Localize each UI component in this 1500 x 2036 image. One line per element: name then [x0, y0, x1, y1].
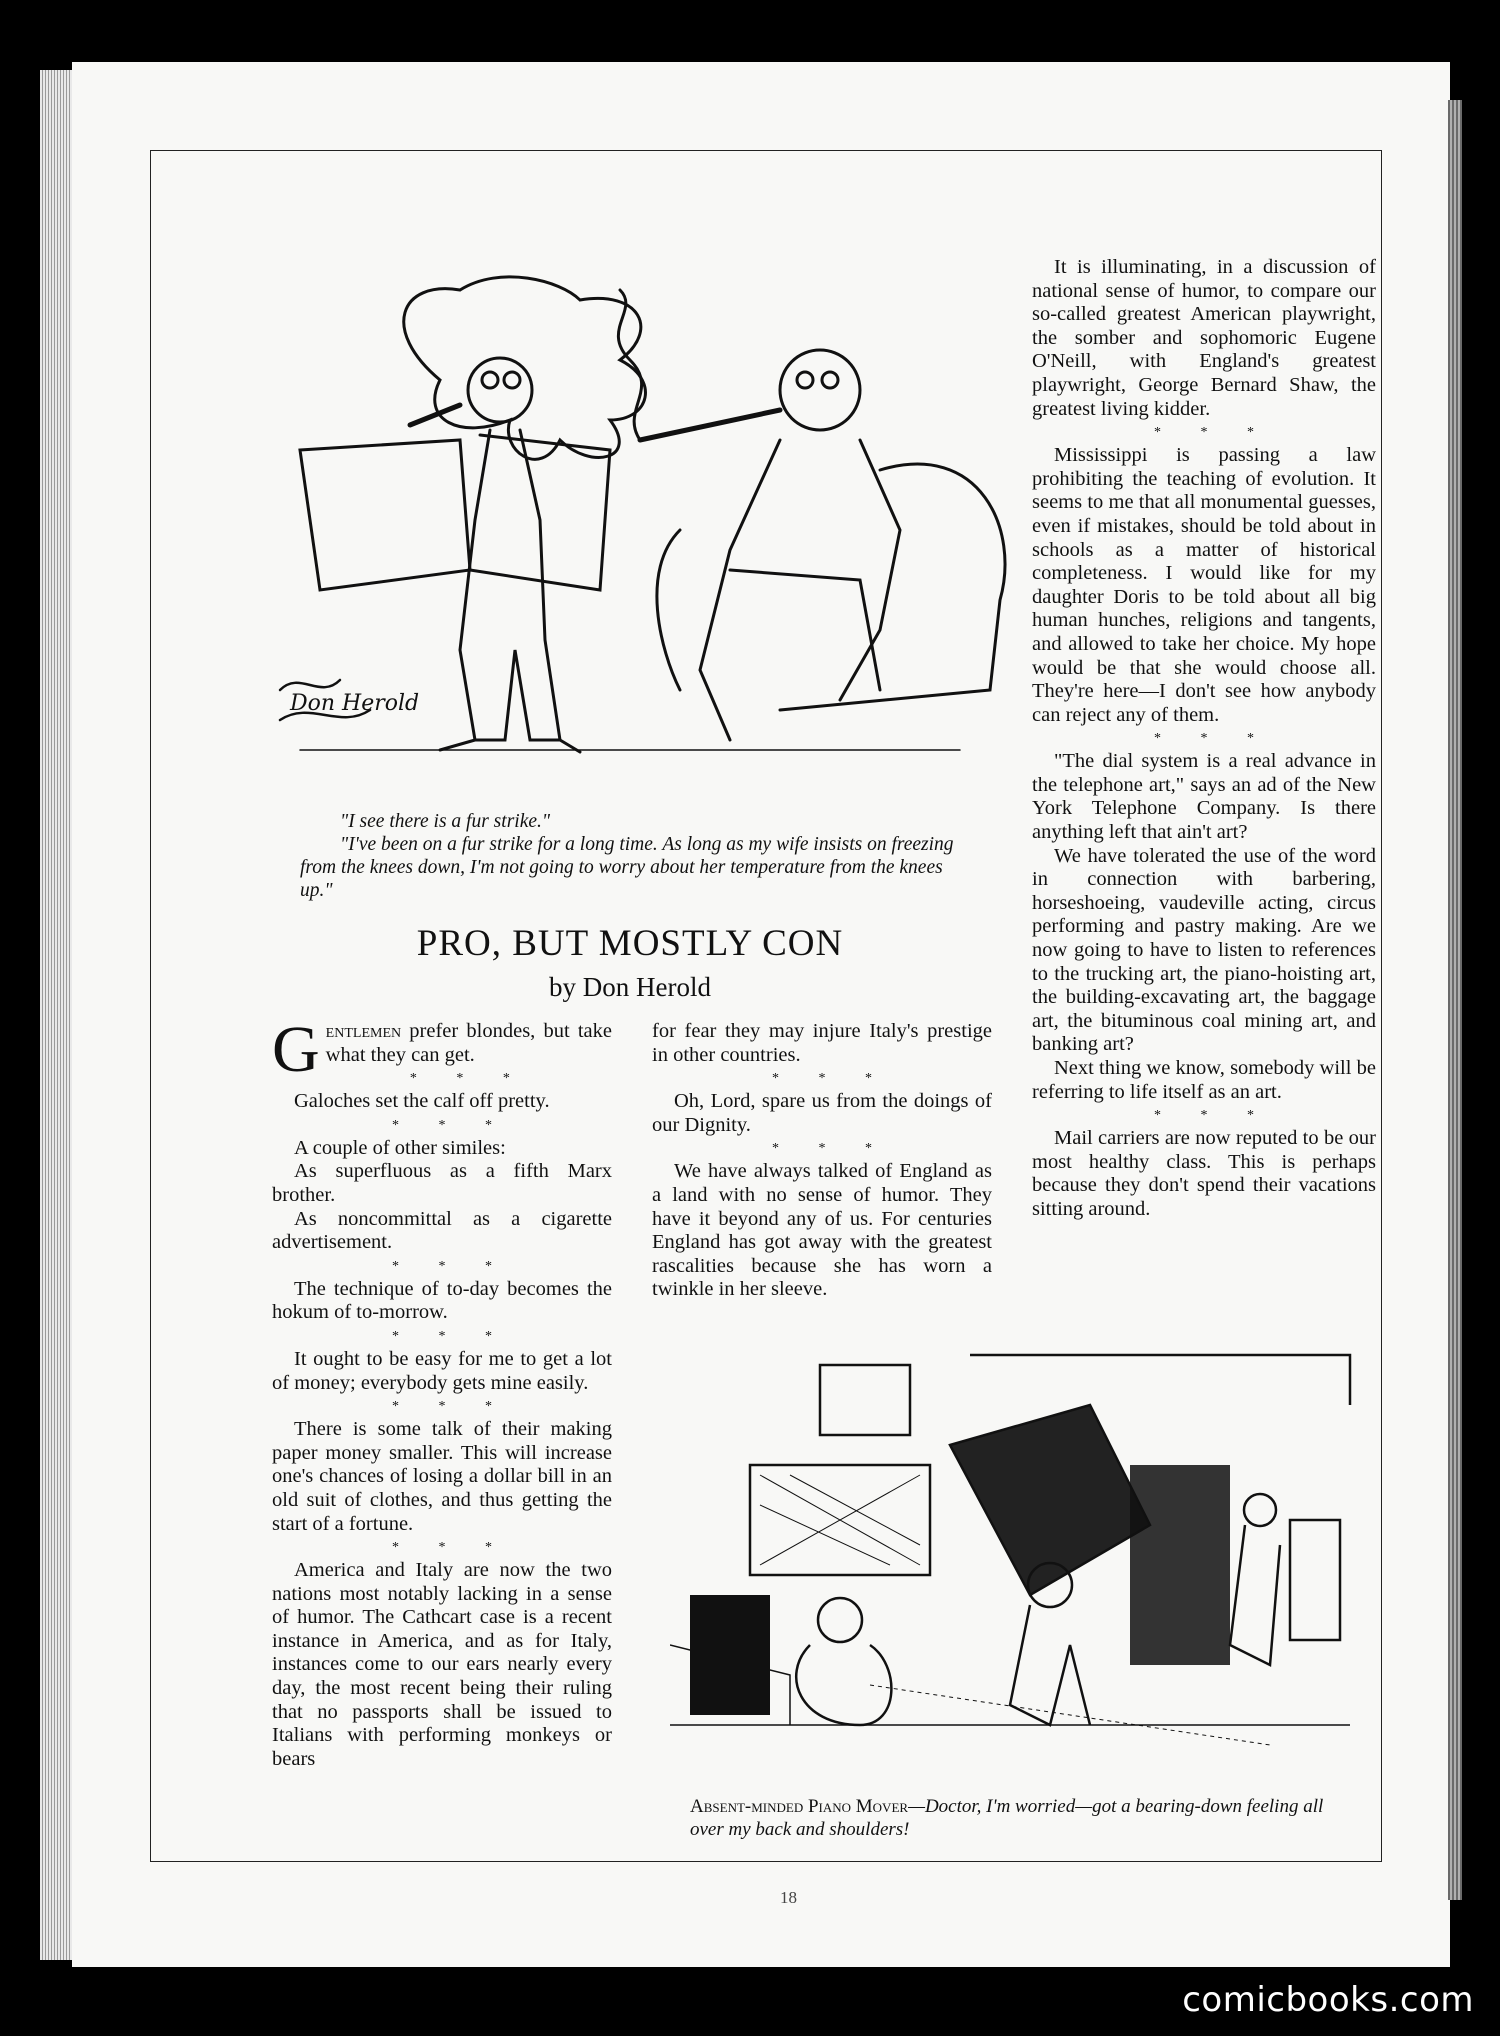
opening-text: prefer blondes, but take what they can get. — [325, 1020, 612, 1066]
separator-stars: * * * — [392, 1399, 510, 1415]
paragraph: for fear they may injure Italy's prestige in other countries. — [652, 1020, 992, 1066]
cartoon-piano-mover — [670, 1345, 1370, 1775]
paragraph: Mail carriers are now reputed to be our most healthy class. This is perhaps because they don't spend their vacations sitting around. — [1032, 1127, 1376, 1220]
paragraph: Oh, Lord, spare us from the doings of our Dignity. — [652, 1090, 992, 1136]
separator-stars: * * * — [392, 1117, 510, 1133]
paragraph: Next thing we know, somebody will be referring to life itself as an art. — [1032, 1057, 1376, 1103]
cartoon1-caption — [300, 810, 960, 902]
separator-stars: * * * — [392, 1328, 510, 1344]
paragraph: As noncommittal as a cigarette advertisement. — [272, 1207, 612, 1254]
separator-stars: * * * — [409, 1071, 528, 1087]
caption-line-1: "I see there is a fur strike." — [340, 811, 551, 832]
article-byline: by Don Herold — [549, 972, 711, 1002]
separator-stars: * * * — [1154, 731, 1272, 747]
paragraph: As superfluous as a fifth Marx brother. — [272, 1160, 612, 1206]
article-column-3 — [1032, 256, 1376, 1222]
caption-smallcaps: Absent-minded Piano Mover — [690, 1796, 909, 1817]
opening-paragraph — [272, 1013, 612, 1086]
separator-stars: * * * — [772, 1071, 890, 1087]
paragraph: We have tolerated the use of the word in connection with barbering, horseshoeing, vaudeville acting, circus performing and pastry making. Are we now going to have to listen to references to the trucking art, the piano-hoisting art, the building-excavating art, the baggage art, the bituminous coal mining art, and banking art? — [1032, 844, 1376, 1056]
page-number: 18 — [780, 1888, 797, 1907]
opening-smallcaps: entlemen — [325, 1020, 402, 1042]
caption-line-2: "I've been on a fur strike for a long time. As long as my wife insists on freezing from the knees down, I'm not going to worry about her temperature from the knees up." — [300, 834, 954, 901]
article-title: PRO, BUT MOSTLY CON — [416, 923, 844, 964]
paragraph: "The dial system is a real advance in the telephone art," says an ad of the New York Telephone Company. Is there anything left that ain't art? — [1032, 750, 1376, 844]
book-page-edges — [40, 70, 74, 1960]
article-column-1 — [272, 1013, 612, 1771]
separator-stars: * * * — [772, 1141, 890, 1157]
paragraph: It ought to be easy for me to get a lot of money; everybody gets mine easily. — [272, 1347, 612, 1394]
article-column-2 — [652, 1020, 992, 1302]
separator-stars: * * * — [392, 1258, 510, 1274]
separator-stars: * * * — [392, 1540, 510, 1556]
paragraph: The technique of to-day becomes the hokum of to-morrow. — [272, 1277, 612, 1324]
paragraph: A couple of other similes: — [294, 1136, 506, 1159]
paragraph: There is some talk of their making paper money smaller. This will increase one's chances of losing a dollar bill in an old suit of clothes, and thus getting the start of a fortune. — [272, 1418, 612, 1535]
separator-stars: * * * — [1154, 425, 1272, 441]
watermark-text: comicbooks.com — [1182, 1980, 1474, 2020]
cartoon-signature: Don Herold — [290, 691, 420, 716]
caption-italic: —Doctor, I'm worried—got a bearing-down feeling all over my back and shoulders! — [690, 1796, 1324, 1840]
book-binding-edge — [1448, 100, 1462, 1900]
paragraph: It is illuminating, in a discussion of national sense of humor, to compare our so-called greatest American playwright, the somber and sophomoric Eugene O'Neill, with England's greatest playwright, George Bernard Shaw, the greatest living kidder. — [1032, 256, 1376, 420]
cartoon2-caption — [690, 1795, 1340, 1841]
drop-cap: G — [272, 1013, 320, 1086]
cartoon-fur-strike — [260, 270, 1020, 790]
paragraph: We have always talked of England as a land with no sense of humor. They have it beyond any of us. For centuries England has got away with the greatest rascalities because she has worn a twinkle in her sleeve. — [652, 1160, 992, 1301]
separator-stars: * * * — [1154, 1108, 1272, 1124]
paragraph: America and Italy are now the two nations most notably lacking in a sense of humor. The Cathcart case is a recent instance in America, and as for Italy, instances come to our ears nearly every day, the most recent being their ruling that no passports shall be issued to Italians with performing monkeys or bears — [272, 1559, 612, 1770]
paragraph: Mississippi is passing a law prohibiting the teaching of evolution. It seems to me that all monumental guesses, even if mistakes, should be told about in schools as a matter of historical completeness. I would like for my daughter Doris to be told about all big human hunches, religions and tangents, and allowed to take her choice. My hope would be that she would choose all. They're here—I don't see how anybody can reject any of them. — [1032, 444, 1376, 726]
paragraph: Galoches set the calf off pretty. — [294, 1090, 550, 1113]
